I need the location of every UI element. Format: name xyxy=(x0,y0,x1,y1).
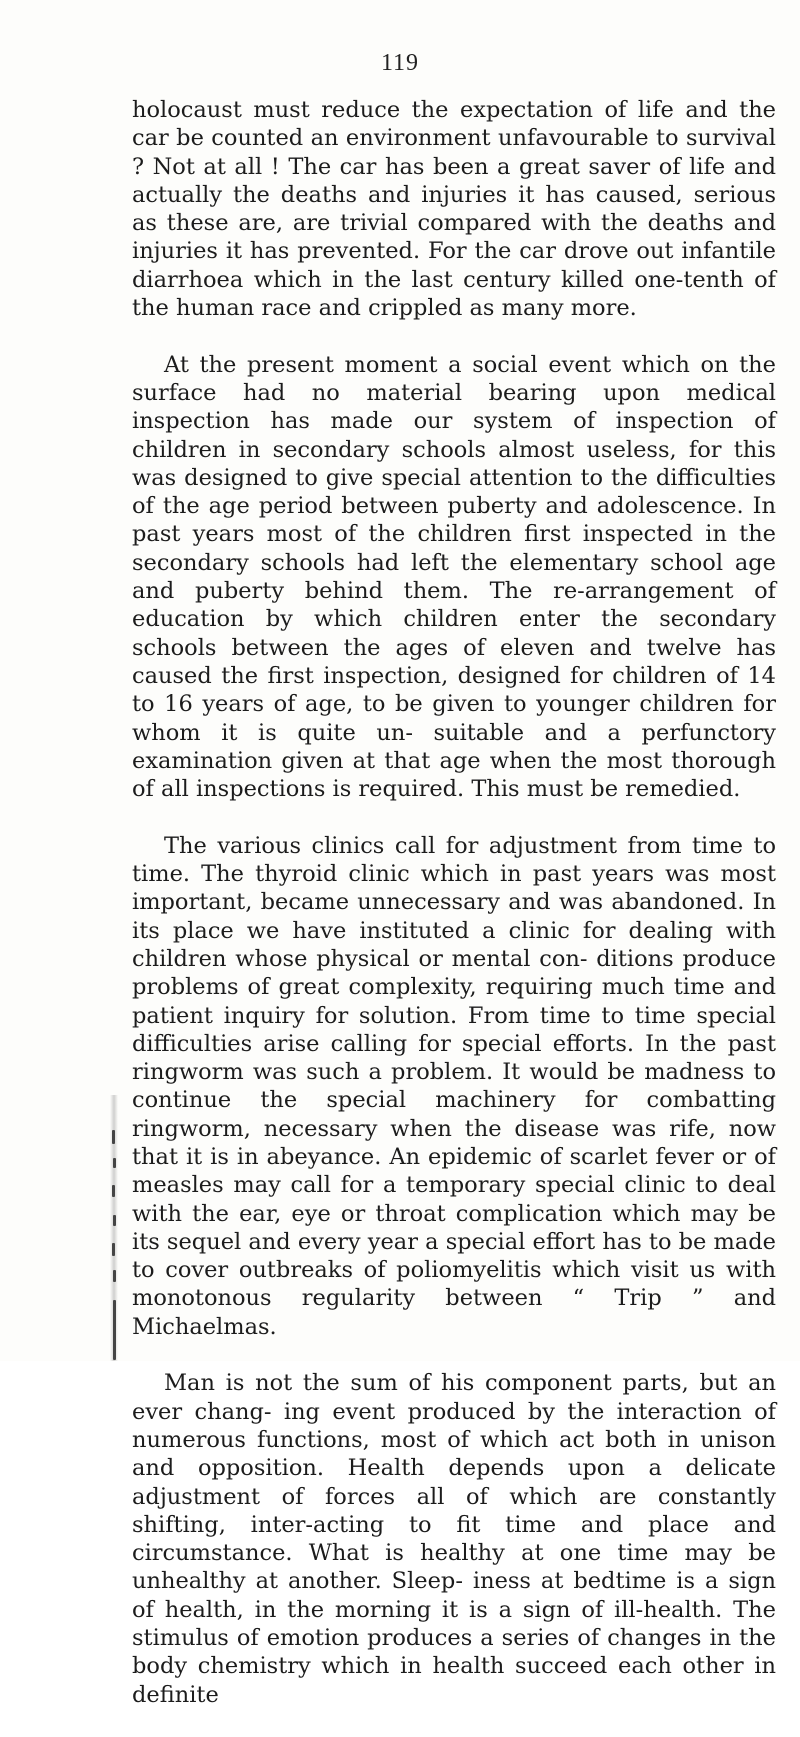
body-text xyxy=(132,96,776,1737)
binding-mark xyxy=(113,1215,116,1226)
binding-mark xyxy=(113,1158,116,1168)
paragraph-3: The various clinics call for adjustment from time to time. The thyroid clinic which in past years was most important, became unnecessary and was abandoned. In its place we have instituted a clinic for dealing with children whose physical or mental con- ditions produce problems of great complexity, requiring much time and patient inquiry for solution. From time to time special difficulties arise calling for special efforts. In the past ringworm was such a problem. It would be madness to continue the special machinery for combatting ringworm, necessary when the disease was rife, now that it is in abeyance. An epidemic of scarlet fever or of measles may call for a temporary special clinic to deal with the ear, eye or throat complication which may be its sequel and every year a special effort has to be made to cover outbreaks of poliomyelitis which visit us with monotonous regularity between “ Trip ” and Michaelmas. xyxy=(132,832,776,1340)
paragraph-4: Man is not the sum of his component parts, but an ever chang- ing event produced by the interaction of numerous functions, most of which act both in unison and opposition. Health depends upon a delicate adjustment of forces all of which are constantly shifting, inter-acting to fit time and place and circumstance. What is healthy at one time may be unhealthy at another. Sleep- iness at bedtime is a sign of health, in the morning it is a sign of ill-health. The stimulus of emotion produces a series of changes in the body chemistry which in health succeed each other in definite xyxy=(132,1370,776,1708)
binding-mark xyxy=(113,1270,116,1282)
binding-mark xyxy=(113,1300,116,1360)
binding-mark xyxy=(112,1130,115,1144)
page-number: 119 xyxy=(380,50,420,76)
paragraph-1: holocaust must reduce the expectation of life and the car be counted an environment unfavourable to survival ? Not at all ! The car has been a great saver of life and actually the deaths and injuries it has caused, serious as these are, are trivial compared with the deaths and injuries it has prevented. For the car drove out infantile diarrhoea which in the last century killed one-tenth of the human race and crippled as many more. xyxy=(132,97,776,322)
paragraph-2: At the present moment a social event which on the surface had no material bearing upon medical inspection has made our system of inspection of children in secondary schools almost useless, for this was designed to give special attention to the difficulties of the age period between puberty and adolescence. In past years most of the children first inspected in the secondary schools had left the elementary school age and puberty behind them. The re-arrangement of education by which children enter the secondary schools between the ages of eleven and twelve has caused the first inspection, designed for children of 14 to 16 years of age, to be given to younger children for whom it is quite un- suitable and a perfunctory examination given at that age when the most thorough of all inspections is required. This must be remedied. xyxy=(132,351,776,803)
binding-mark xyxy=(112,1243,115,1256)
binding-mark xyxy=(112,1185,115,1197)
